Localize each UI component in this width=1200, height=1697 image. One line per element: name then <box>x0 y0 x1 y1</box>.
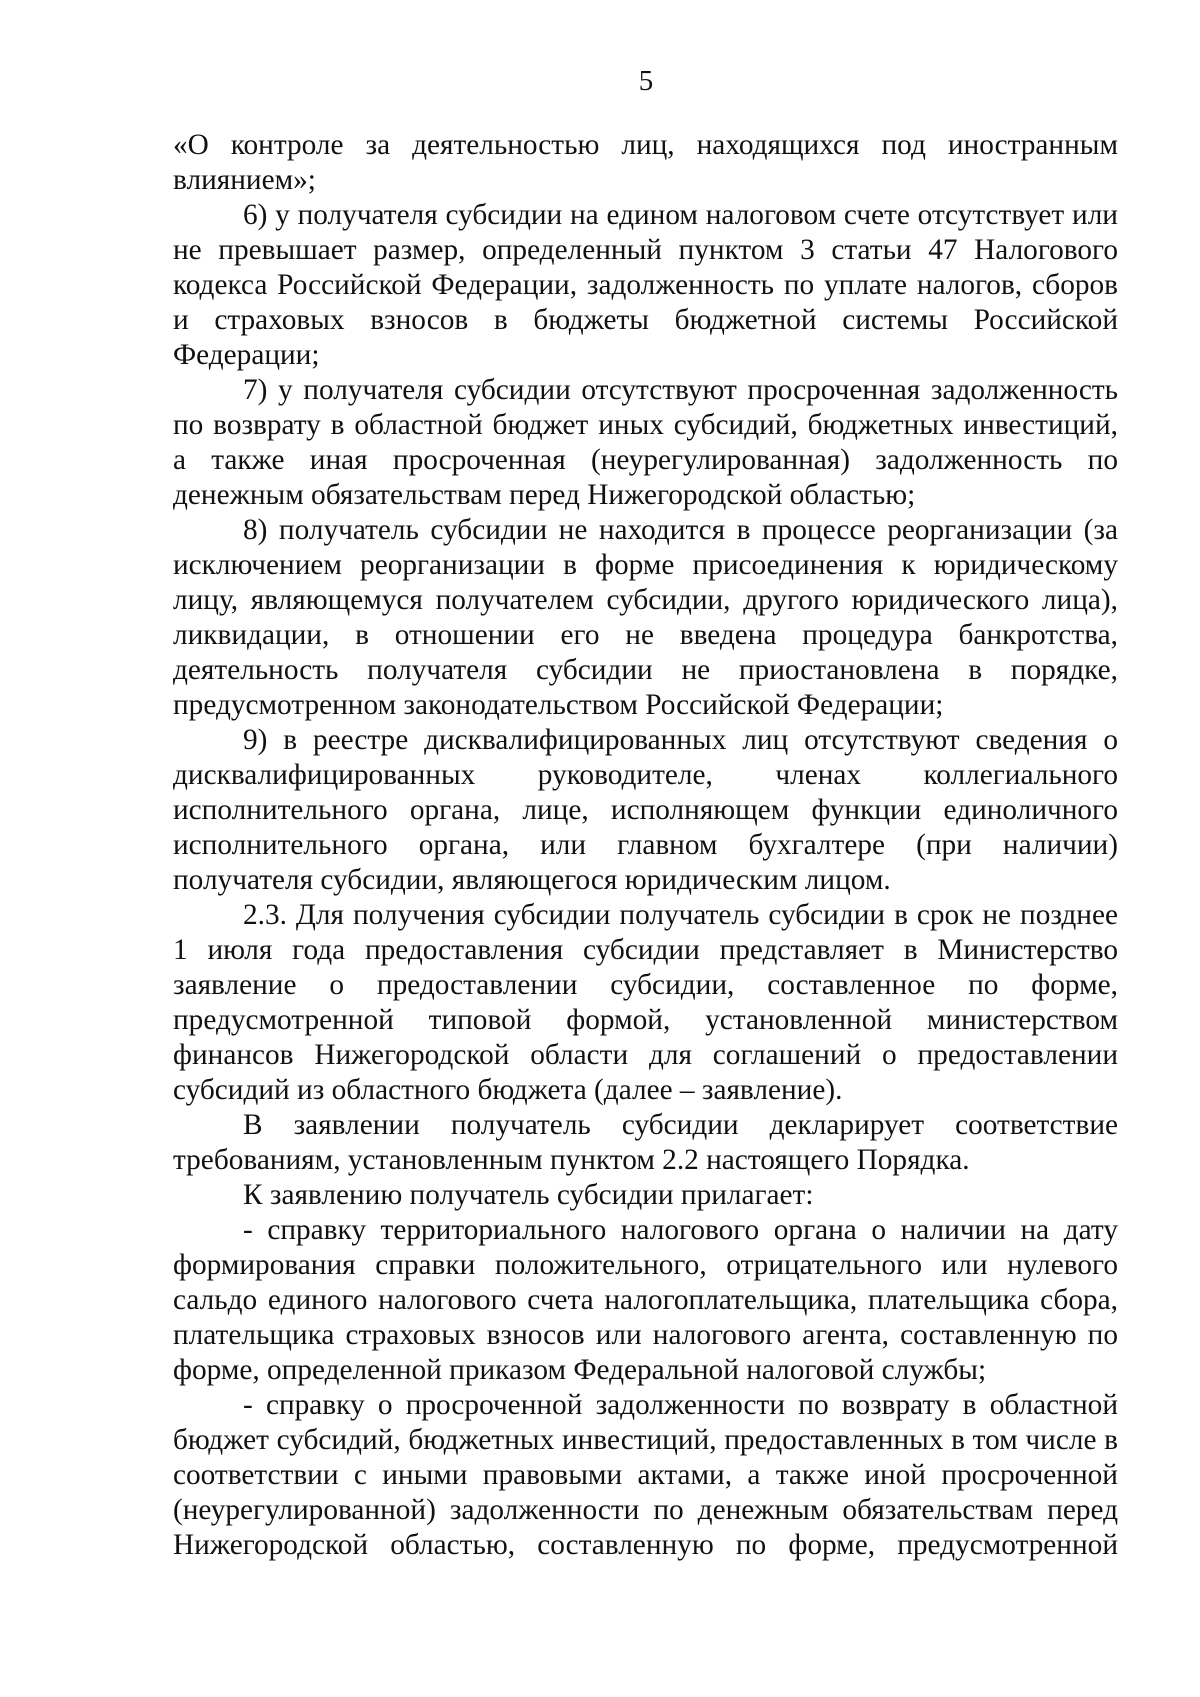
paragraph-declaration: В заявлении получатель субсидии декларирует соответствие требованиям, установленным пунктом 2.2 настоящего Порядка. <box>173 1109 1118 1176</box>
paragraph-section-2-3: 2.3. Для получения субсидии получатель субсидии в срок не позднее 1 июля года предоставления субсидии представляет в Министерство заявление о предоставлении субсидии, составленное по форме, предусмотренной типовой формой, установленной министерством финансов Нижегородской области для соглашений о предоставлении субсидий из областного бюджета (далее – заявление). <box>173 899 1118 1106</box>
page-number: 5 <box>638 65 654 97</box>
paragraph-continuation: «О контроле за деятельностью лиц, находящихся под иностранным влиянием»; <box>173 129 1118 196</box>
paragraph-attachment-debt-certificate: - справку о просроченной задолженности по возврату в областной бюджет субсидий, бюджетных инвестиций, предоставленных в том числе в соответствии с иными правовыми актами, а также иной просроченной (неурегулированной) задолженности по денежным обязательствам перед Нижегородской областью, составленную по форме, предусмотренной <box>173 1389 1118 1561</box>
paragraph-item-6: 6) у получателя субсидии на едином налоговом счете отсутствует или не превышает размер, определенный пунктом 3 статьи 47 Налогового кодекса Российской Федерации, задолженность по уплате налогов, сборов и страховых взносов в бюджеты бюджетной системы Российской Федерации; <box>173 199 1118 371</box>
paragraph-attachment-tax-certificate: - справку территориального налогового органа о наличии на дату формирования справки положительного, отрицательного или нулевого сальдо единого налогового счета налогоплательщика, плательщика сбора, плательщика страховых взносов или налогового агента, составленную по форме, определенной приказом Федеральной налоговой службы; <box>173 1214 1118 1386</box>
paragraph-item-8: 8) получатель субсидии не находится в процессе реорганизации (за исключением реорганизации в форме присоединения к юридическому лицу, являющемуся получателем субсидии, другого юридического лица), ликвидации, в отношении его не введена процедура банкротства, деятельность получателя субсидии не приостановлена в порядке, предусмотренном законодательством Российской Федерации; <box>173 514 1118 721</box>
paragraph-item-9: 9) в реестре дисквалифицированных лиц отсутствуют сведения о дисквалифицированных руководителе, членах коллегиального исполнительного органа, лице, исполняющем функции единоличного исполнительного органа, или главном бухгалтере (при наличии) получателя субсидии, являющегося юридическим лицом. <box>173 724 1118 896</box>
paragraph-attachments-intro: К заявлению получатель субсидии прилагает: <box>243 1179 814 1211</box>
paragraph-item-7: 7) у получателя субсидии отсутствуют просроченная задолженность по возврату в областной бюджет иных субсидий, бюджетных инвестиций, а также иная просроченная (неурегулированная) задолженность по денежным обязательствам перед Нижегородской областью; <box>173 374 1118 511</box>
document-body <box>173 128 1118 1563</box>
